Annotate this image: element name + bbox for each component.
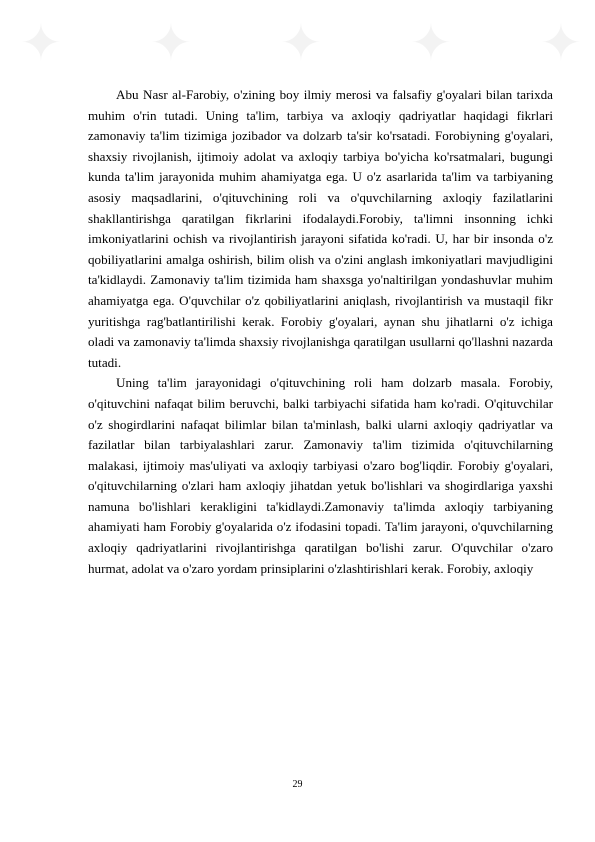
paragraph-2: Uning ta'lim jarayonidagi o'qituvchining roli ham dolzarb masala. Forobiy, o'qituvchini nafaqat bilim beruvchi, balki tarbiyachi sifatida ham ko'radi. O'qituvchilar o'z shogirdlarini nafaqat bilimlar bilan ta'minlash, balki ularni axloqiy qadriyatlar va fazilatlar bilan tarbiyalashlari zarur. Zamonaviy ta'lim tizimida o'qituvchilarning malakasi, ijtimoiy mas'uliyati va axloqiy tarbiyasi o'zaro bog'liqdir. Forobiy g'oyalari, o'qituvchilarning o'zlari ham axloqiy jihatdan yetuk bo'lishlari va shogirdlariga yaxshi namuna bo'lishlari kerakligini ta'kidlaydi.Zamonaviy ta'limda axloqiy tarbiyaning ahamiyati ham Forobiy g'oyalarida o'z ifodasini topadi. Ta'lim jarayoni, o'quvchilarning axloqiy qadriyatlarini rivojlantirishga qaratilgan bo'lishi zarur. O'quvchilar o'zaro hurmat, adolat va o'zaro yordam prinsiplarini o'zlashtirishlari kerak. Forobiy, axloqiy <box>88 375 553 576</box>
paragraph-1: Abu Nasr al-Farobiy, o'zining boy ilmiy merosi va falsafiy g'oyalari bilan tarixda muhim o'rin tutadi. Uning ta'lim, tarbiya va axloqiy qadriyatlar haqidagi fikrlari zamonaviy ta'lim tizimiga jozibador va dolzarb ta'sir ko'rsatadi. Forobiyning g'oyalari, shaxsiy rivojlanish, ijtimoiy adolat va axloqiy tarbiya bo'yicha ko'rsatmalari, bugungi kunda ta'lim jarayonida muhim ahamiyatga ega. U o'z asarlarida ta'lim va tarbiyaning asosiy maqsadlarini, o'qituvchining roli va o'quvchilarning axloqiy fazilatlarini shakllantirishga qaratilgan fikrlarini ifodalaydi.Forobiy, ta'limni insonning ichki imkoniyatlarini ochish va rivojlantirish jarayoni sifatida ko'radi. U, har bir insonda o'z qobiliyatlarini amalga oshirish, bilim olish va o'zini anglash imkoniyatlari mavjudligini ta'kidlaydi. Zamonaviy ta'lim tizimida ham shaxsga yo'naltirilgan yondashuvlar muhim ahamiyatga ega. O'quvchilar o'z qobiliyatlarini aniqlash, rivojlantirish va mustaqil fikr yuritishga rag'batlantirilishi kerak. Forobiy g'oyalari, aynan shu jihatlarni o'z ichiga oladi va zamonaviy ta'limda shaxsiy rivojlanishga qaratilgan usullarni qo'llashni nazarda tutadi. <box>88 87 553 370</box>
watermark: ✦ ✦ ✦ ✦ ✦ <box>20 14 582 72</box>
body-text <box>88 85 553 579</box>
page-number: 29 <box>292 779 303 790</box>
